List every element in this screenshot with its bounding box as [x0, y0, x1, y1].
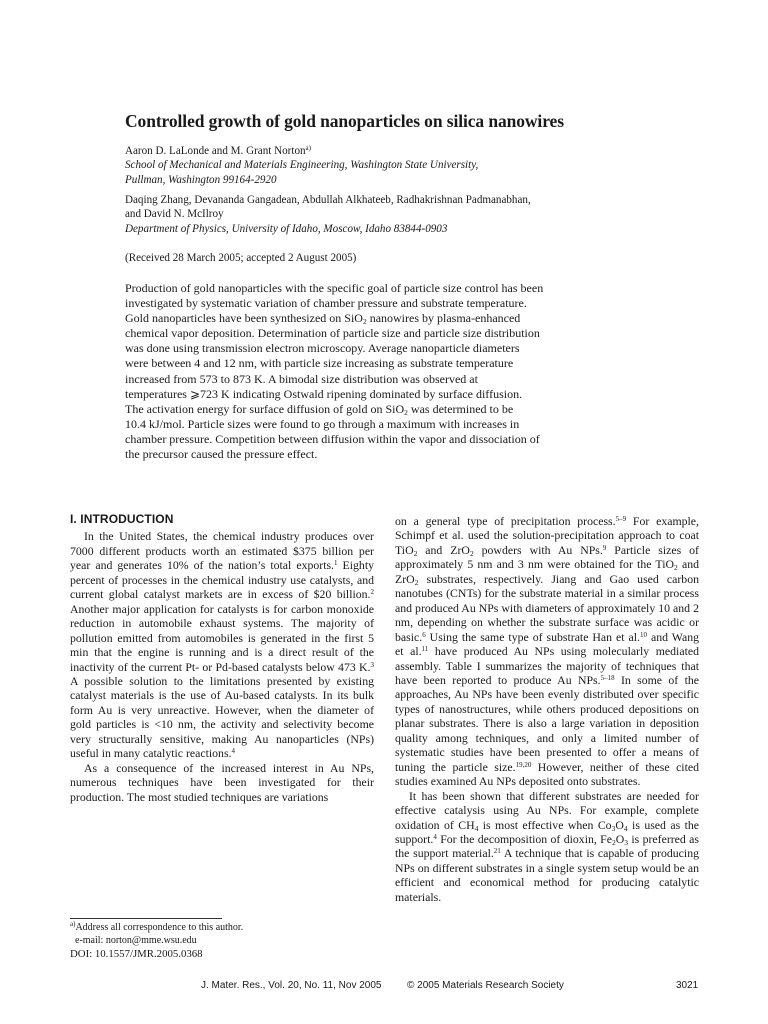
body-paragraph: As a consequence of the increased interest in Au NPs, numerous techniques have been investigated for their production. The most studied techniques are variations — [70, 760, 374, 804]
section-heading: I. INTRODUCTION — [70, 512, 174, 526]
abstract-line: Production of gold nanoparticles with the specific goal of particle size control has been — [125, 281, 544, 295]
abstract-line: was done using transmission electron microscopy. Average nanoparticle diameters — [125, 341, 520, 356]
abstract-line: The activation energy for surface diffusion of gold on SiO$_2$ was determined to be — [125, 401, 514, 417]
left-column — [70, 512, 374, 804]
affiliation-line: School of Mechanical and Materials Engineering, Washington State University, — [125, 159, 479, 172]
footnote — [70, 922, 370, 948]
abstract — [125, 281, 593, 462]
affiliation-line: Department of Physics, University of Idaho, Moscow, Idaho 83844-0903 — [125, 222, 448, 235]
paper-title: Controlled growth of gold nanoparticles on silica nanowires — [125, 111, 564, 131]
affiliation-line: Pullman, Washington 99164-2920 — [125, 173, 277, 186]
authors-line: and David N. McIlroy — [125, 208, 224, 221]
footnote-mark: a) — [70, 920, 76, 928]
abstract-line: 10.4 kJ/mol. Particle sizes were found to go through a maximum with increases in — [125, 416, 520, 431]
received-dates: (Received 28 March 2005; accepted 2 August 2005) — [125, 252, 357, 264]
doi: DOI: 10.1557/JMR.2005.0368 — [70, 948, 203, 960]
authors-line — [125, 144, 685, 158]
journal-citation: J. Mater. Res., Vol. 20, No. 11, Nov 2005 — [201, 980, 382, 991]
page-number: 3021 — [676, 980, 699, 991]
abstract-line: the precursor caused the pressure effect. — [125, 447, 318, 462]
copyright-notice: © 2005 Materials Research Society — [407, 980, 564, 991]
body-paragraph: It has been shown that different substrates are needed for effective catalysis using Au NPs. For example, complete oxidation of $CH_4$ is most effective when $Co_3O_4$ is used as the support.$^4$ For the decomposition of dioxin, $Fe_2O_3$ is preferred as the support material.$^{21}$ A technique that is capable of producing NPs on different substrates in a single system setup would be an efficient and economical method for producing catalytic materials. — [395, 788, 700, 904]
body-paragraph: on a general type of precipitation process.$^{5-9}$ For example, Schimpf et al. used the solution-precipitation approach to coat TiO$_2$ and ZrO$_2$ powders with Au NPs.$^9$ Particle sizes of approximately 5 nm and 3 nm were obtained for the TiO$_2$ and ZrO$_2$ substrates, respectively. Jiang and Gao used carbon nanotubes (CNTs) for the substrate material in a similar process and produced Au NPs with diameters of approximately 10 and 2 nm, depending on whether the substrate surface was acidic or basic.$^6$ Using the same type of substrate Han et al.$^{10}$ and Wang et al.$^{11}$ have produced Au NPs using molecularly mediated assembly. Table I summarizes the majority of techniques that have been reported to produce Au NPs.$^{5-18}$ In some of the approaches, Au NPs have been evenly distributed over specific types of nanostructures, while others produced depositions on planar substrates. There is also a large variation in deposition quality among techniques, and only a limited number of systematic studies have been presented to offer a means of tuning the particle size.$^{19,20}$ However, neither of these cited studies examined Au NPs deposited onto substrates. — [395, 514, 699, 789]
authors-names: Aaron D. LaLonde and M. Grant Norton — [125, 145, 306, 157]
author-block-2 — [125, 193, 685, 236]
abstract-line: increased from 573 to 873 K. A bimodal size distribution was observed at — [125, 371, 478, 386]
abstract-line: temperatures ⩾723 K indicating Ostwald ripening dominated by surface diffusion. — [125, 386, 523, 401]
abstract-line: chemical vapor deposition. Determination of particle size and particle size distribution — [125, 326, 540, 341]
abstract-line: investigated by systematic variation of chamber pressure and substrate temperature. — [125, 296, 527, 311]
footnote-text: Address all correspondence to this author. — [75, 922, 244, 933]
author-block-1 — [125, 144, 685, 187]
abstract-line: chamber pressure. Competition between diffusion within the vapor and dissociation of — [125, 431, 540, 446]
right-column — [395, 514, 699, 904]
body-paragraph: In the United States, the chemical industry produces over 7000 different products worth an estimated $375 billion per year and generates 10% of the nation’s total exports.$^1$ Eighty percent of processes in the chemical industry use catalysts, and current global catalyst markets are in excess of $20 billion.$^2$ Another major application for catalysts is for carbon monoxide reduction in automobile exhaust systems. The majority of pollution emitted from automobiles is generated in the first 5 min that the engine is running and is a direct result of the inactivity of the current Pt- or Pd-based catalysts below 473 K.$^3$ A possible solution to the limitations presented by existing catalyst materials is the use of Au-based catalysts. In its bulk form Au is very unreactive. However, when the diameter of gold particles is <10 nm, the activity and selectivity become very structurally sensitive, making Au nanoparticles (NPs) useful in many catalytic reactions.$^4$ — [70, 529, 375, 761]
correspondence-email: e-mail: norton@mme.wsu.edu — [75, 934, 197, 946]
correspondence-mark: a) — [305, 144, 311, 152]
footnote-line — [70, 922, 243, 933]
abstract-line: Gold nanoparticles have been synthesized on SiO$_2$ nanowires by plasma-enhanced — [125, 311, 521, 327]
authors-line: Daqing Zhang, Devananda Gangadean, Abdullah Alkhateeb, Radhakrishnan Padmanabhan, — [125, 194, 531, 206]
footnote-divider — [70, 918, 222, 919]
abstract-line: were between 4 and 12 nm, with particle size increasing as substrate temperature — [125, 356, 514, 371]
